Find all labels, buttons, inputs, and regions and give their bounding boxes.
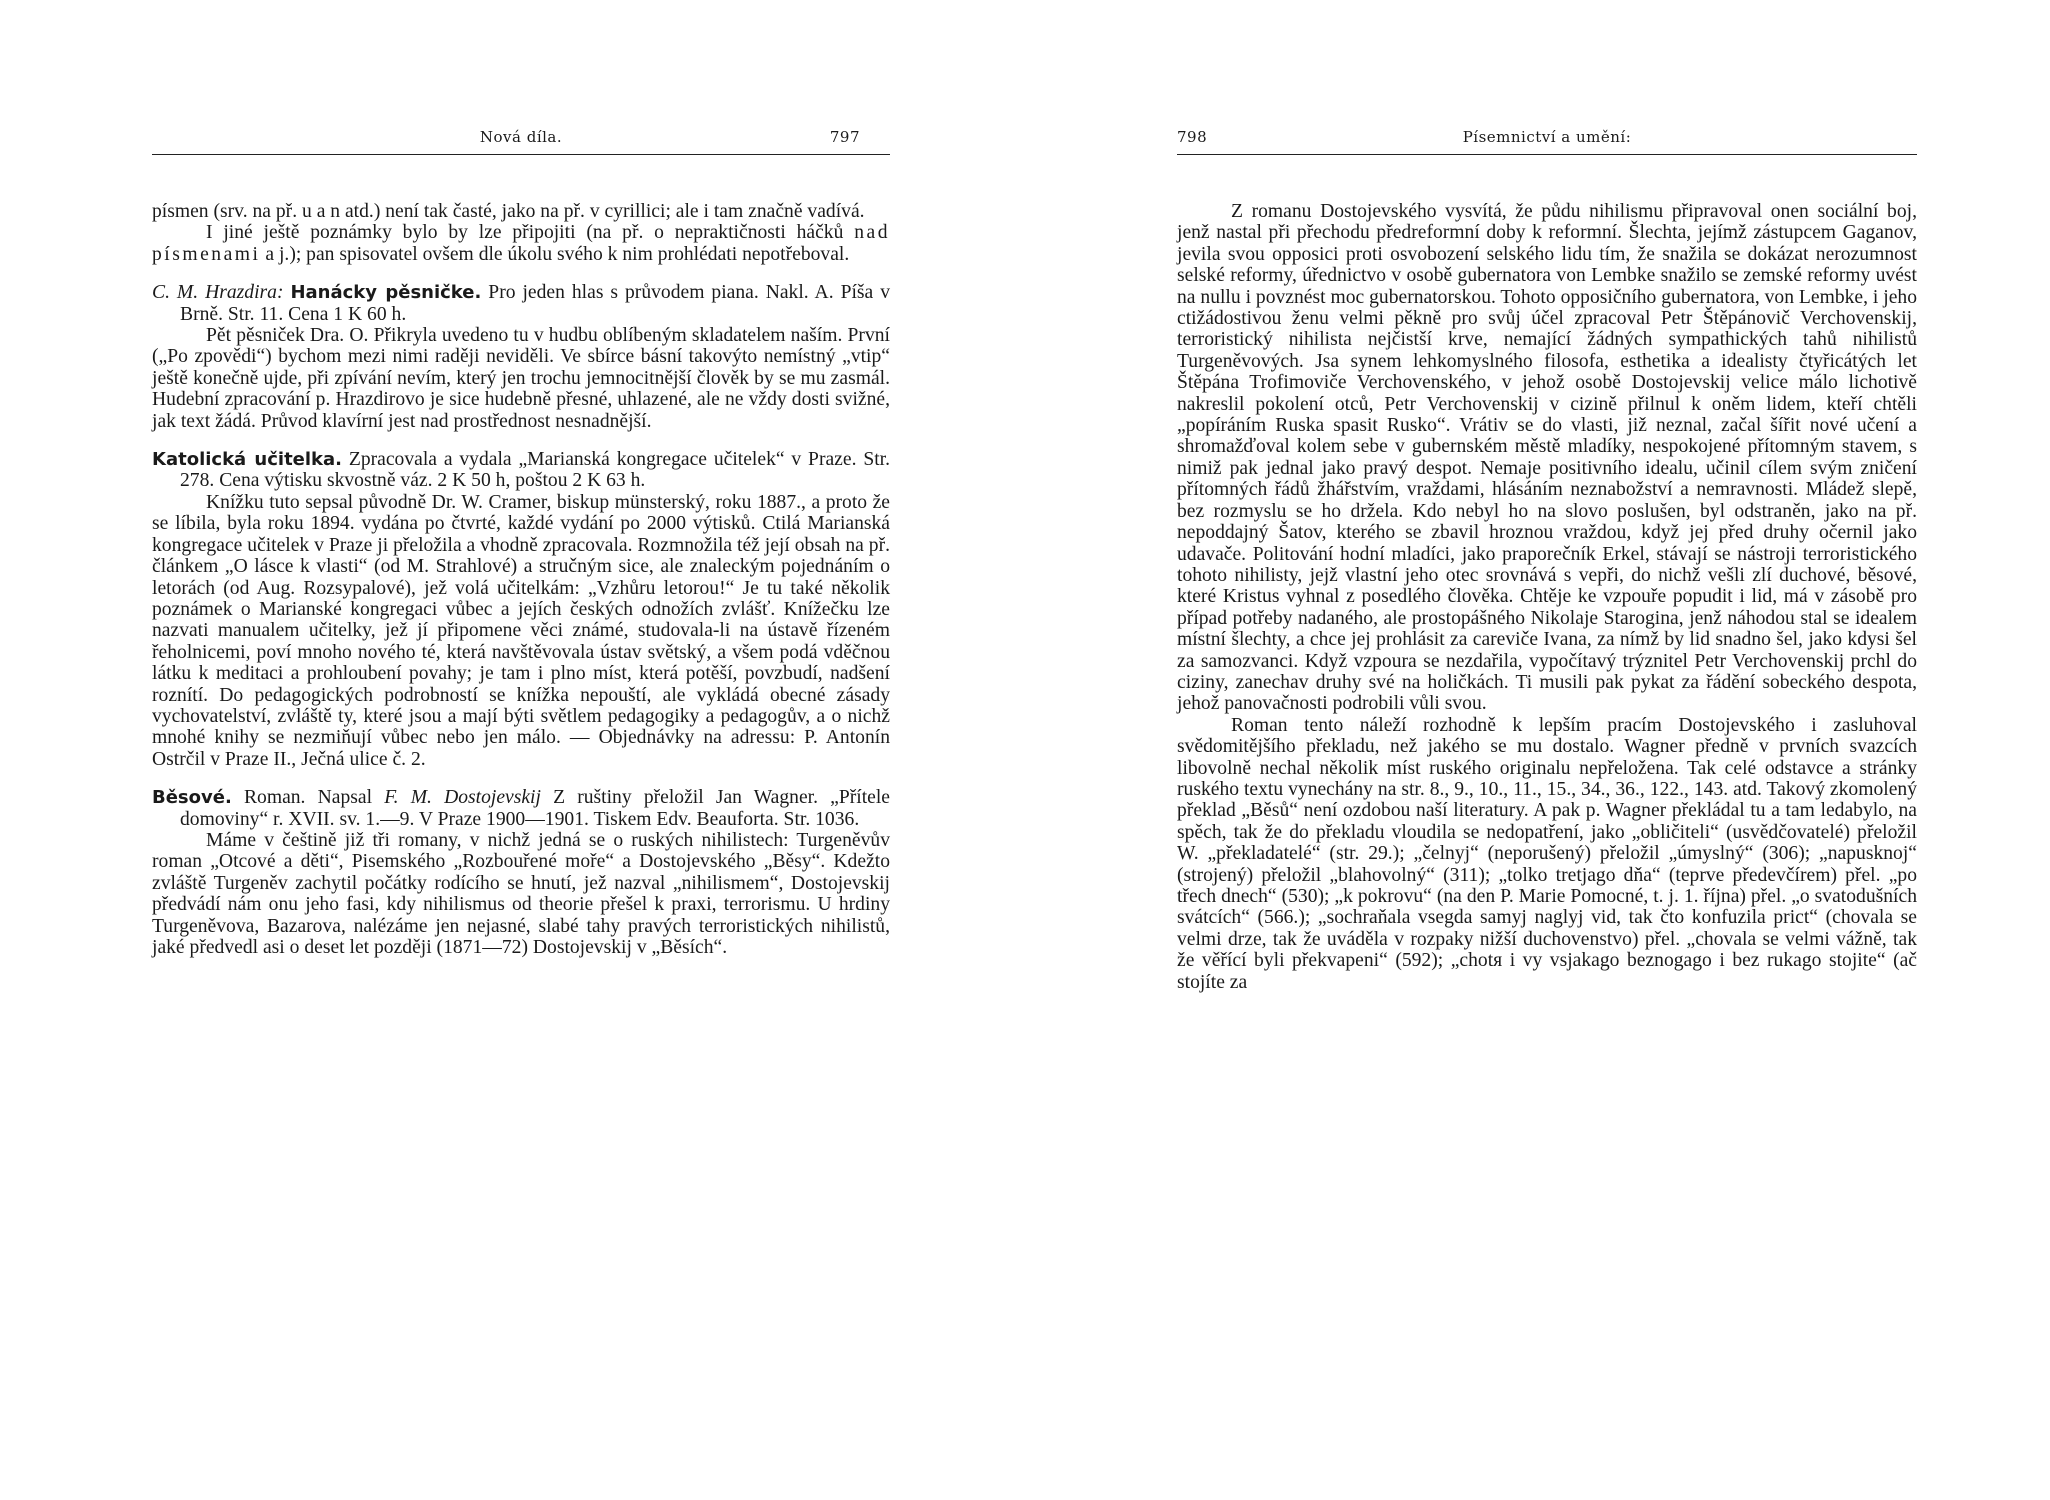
review-entry-heading [152,282,890,325]
entry-author: F. M. Dostojevskij [384,787,541,809]
running-header [1177,128,1917,155]
entry-details: Zpracovala a vydala „Marianská kongregace učitelek“ v Praze. Str. 278. Cena výtisku skvostně váz. 2 K 50 h, poštou 2 K 63 h. [180,449,890,492]
paragraph: Knížku tuto sepsal původně Dr. W. Cramer, biskup münsterský, roku 1887., a proto že se líbila, byla roku 1894. vydána po čtvrté, každé vydání po 2000 výtisků. Ctilá Marianská kongregace učitelek v Praze ji přeložila a vhodně zpracovala. Rozmnožila též její obsah na př. článkem „O lásce k vlasti“ (od M. Strahlové) a stručným sice, ale znaleckým pojednáním o letorách (od Aug. Rozsypalové), jež volá učitelkám: „Vzhůru letorou!“ Je tu také několik poznámek o Marianské kongregaci vůbec a jejích českých odnožích zvlášť. Knížečku lze nazvati manualem učitelky, jež jí připomene věci známé, studovala-li na ústavě řízeném řeholnicemi, poví mnoho nového té, která navštěvovala ústav světský, a všem podá vděčnou látku k meditaci a prohloubení povahy; je tam i plno míst, která potěší, povzbudí, nadšení roznítí. Do pedagogických podrobností se knížka nepouští, ale vykládá obecné zásady vychovatelství, zvláště ty, které jsou a mají býti světlem pedagogiky a pedagogův, a o nichž mnohé knihy se nezmiňují vůbec nebo jen málo. — Objednávky na adressu: P. Antonín Ostrčil v Praze II., Ječná ulice č. 2. [152,491,890,770]
page-body [1177,201,1917,993]
entry-details: Z ruštiny přeložil Jan Wagner. „Přítele domoviny“ r. XVII. sv. 1.—9. V Praze 1900—1901. Tiskem Edv. Beauforta. Str. 1036. [180,787,890,830]
paragraph: Roman tento náleží rozhodně k lepším pracím Dostojevského i zasluhoval svědomitějšího překladu, než jakého se mu dostalo. Wagner předně v prvních svazcích libovolně nechal několik míst ruského originalu nepřeložena. Tak celé odstavce a stránky ruského textu vynechány na str. 8., 9., 10., 11., 15., 34., 36., 122., 143. atd. Takový zkomolený překlad „Běsů“ není ozdobou naší literatury. A pak p. Wagner překládal tu a tam ledabylo, na spěch, tak že do překladu vloudila se nedopatření, jako „obličiteli“ (usvědčovatelé) přeložil W. „překladatelé“ (str. 29.); „čelnyj“ (neporušený) přeložil „úmyslný“ (306); „napusknoj“ (strojený) přeložil „blahovolný“ (311); „tolko tretjago dňa“ (teprve předevčírem) přel. „po třech dnech“ (530); „k pokrovu“ (na den P. Marie Pomocné, t. j. 1. října) přel. „o svatodušních svátcích“ (566.); „sochraňala vsegda samyj naglyj vid, tak čto konfuzila prict“ (chovala se velmi drze, tak že uváděla v rozpaky nižší duchovenstvo) přel. „chovala se velmi vážně, tak že věřící byli překvapeni“ (592); „chotя i vy vsjakago beznogago i bez rukago stojite“ (ač stojíte za [1177,714,1917,993]
entry-title: Katolická učitelka. [152,449,343,471]
running-title: Nová díla. [479,128,563,146]
entry-details: Roman. Napsal [231,787,385,809]
page-number: 797 [829,128,860,146]
text-run: a j.); pan spisovatel ovšem dle úkolu svého k nim prohlédati nepotřeboval. [260,243,850,265]
page-body [152,201,890,958]
review-entry-heading [152,449,890,492]
left-page [152,128,890,958]
entry-author: C. M. Hrazdira: [152,282,284,304]
paragraph: písmen (srv. na př. u a n atd.) není tak časté, jako na př. v cyrillici; ale i tam značně vadívá. [152,201,865,222]
right-page [1177,128,1917,993]
paragraph: Z romanu Dostojevského vysvítá, že půdu nihilismu připravoval onen sociální boj, jenž nastal při přechodu předreformní doby k reformní. Šlechta, jejímž zástupcem Gaganov, jevila svou opposici proti osvobození selského lidu tím, že snažila se dokázat nerozumnost selské reformy, úřednictvo v osobě gubernatora von Lembke snažilo se zemské reformy uvést na nullu i povznést moc gubernatorskou. Tohoto opposičního gubernatora, von Lembke, i jeho ctižádostivou ženu velmi pěkně pro svůj účel zpracoval Petr Štěpánovič Verchovenskij, terroristický nihilista nejčistší krve, nemající žádných sympathických tahů nihilistů Turgeněvových. Jsa synem lehkomyslného filosofa, esthetika a idealisty čtyřicátých let Štěpána Trofimoviče Verchovenského, v jehož osobě Dostojevskij velice málo lichotivě nakreslil pokolení otců, Petr Verchovenskij v cizině přilnul k oněm lidem, kteří chtěli „popíráním Ruska spasit Rusko“. Vrátiv se do vlasti, již neznal, začal šířit nové učení a shromažďoval kolem sebe v gubernském městě mladíky, nespokojené přítomným stavem, s nimiž pak jednal jako pravý despot. Nemaje positivního idealu, učinil cílem svým zničení přítomných řádů žhářstvím, vraždami, hlásáním neznabožství a nemravnosti. Mládež slepě, bez rozmyslu se ho držela. Kdo nebyl ho na slovo poslušen, byl odstraněn, jako na př. nepoddajný Šatov, kterého se zbavil hroznou vraždou, když jej před druhy očernil jako udavače. Politování hodní mladíci, jako praporečník Erkel, stávají se nástroji terroristického tohoto nihilisty, jejž vlastní jeho otec srovnává s vepři, do nichž vešli zlí duchové, běsové, které Kristus vyhnal z posedlého člověka. Chtěje ke vzpouře popudit i lid, má v zásobě pro případ potřeby nadaného, ale prostopášného Nikolaje Starogina, jenž náhodou stal se idealem místní šlechty, a chce jej prohlásit za careviče Ivana, za nímž by lid snadno šel, jako kdysi šel za samozvanci. Když vzpoura se nezdařila, vypočítavý trýznitel Petr Verchovenskij prchl do ciziny, zanechav druhy své na holičkách. Ti musili pak pykat za řádění sobeckého despota, jehož panovačnosti podrobili vůli svou. [1177,201,1917,715]
paragraph: Máme v češtině již tři romany, v nichž jedná se o ruských nihilistech: Turgeněvův roman „Otcové a děti“, Pisemského „Rozbouřené moře“ a Dostojevského „Běsy“. Kdežto zvláště Turgeněv zachytil počátky rodícího se hnutí, jež nazval „nihilismem“, Dostojevskij předvádí nám onu jeho fasi, kdy nihilismus od theorie přešel k praxi, terrorismu. U hrdiny Turgeněvova, Bazarova, nalézáme jen nejasné, slabé tahy pravých terroristických nihilistů, jaké předvedl asi o deset let později (1871—72) Dostojevskij v „Běsích“. [152,829,890,958]
text-run: I jiné ještě poznámky bylo by lze připojiti (na př. o nepraktičnosti háčků [206,222,855,244]
running-header [152,128,890,155]
entry-title: Běsové. [152,787,232,809]
paragraph: Pět pěsniček Dra. O. Přikryla uvedeno tu v hudbu oblíbeným skladatelem naším. První („Po zpovědi“) bychom mezi nimi raději neviděli. Ve sbírce básní takovýto nemístný „vtip“ ještě konečně ujde, při zpívání nevím, který jen trochu jemnocitnější člověk by se mu zasmál. Hudební zpracování p. Hrazdirovo je sice hudebně přesné, uhlazené, ale ne vždy dosti svižné, jak text žádá. Průvod klavírní jest nad prostřednost nesnadnější. [152,325,890,432]
entry-details: Pro jeden hlas s průvodem piana. Nakl. A. Píša v Brně. Str. 11. Cena 1 K 60 h. [180,282,890,325]
page-number: 798 [1177,128,1208,146]
paragraph [152,222,890,265]
entry-title: Hanácky pěsničke. [290,282,482,304]
spaced-text: nad písmenami [152,222,890,265]
review-entry-heading [152,787,890,830]
running-title: Písemnictví a umění: [1462,128,1632,146]
